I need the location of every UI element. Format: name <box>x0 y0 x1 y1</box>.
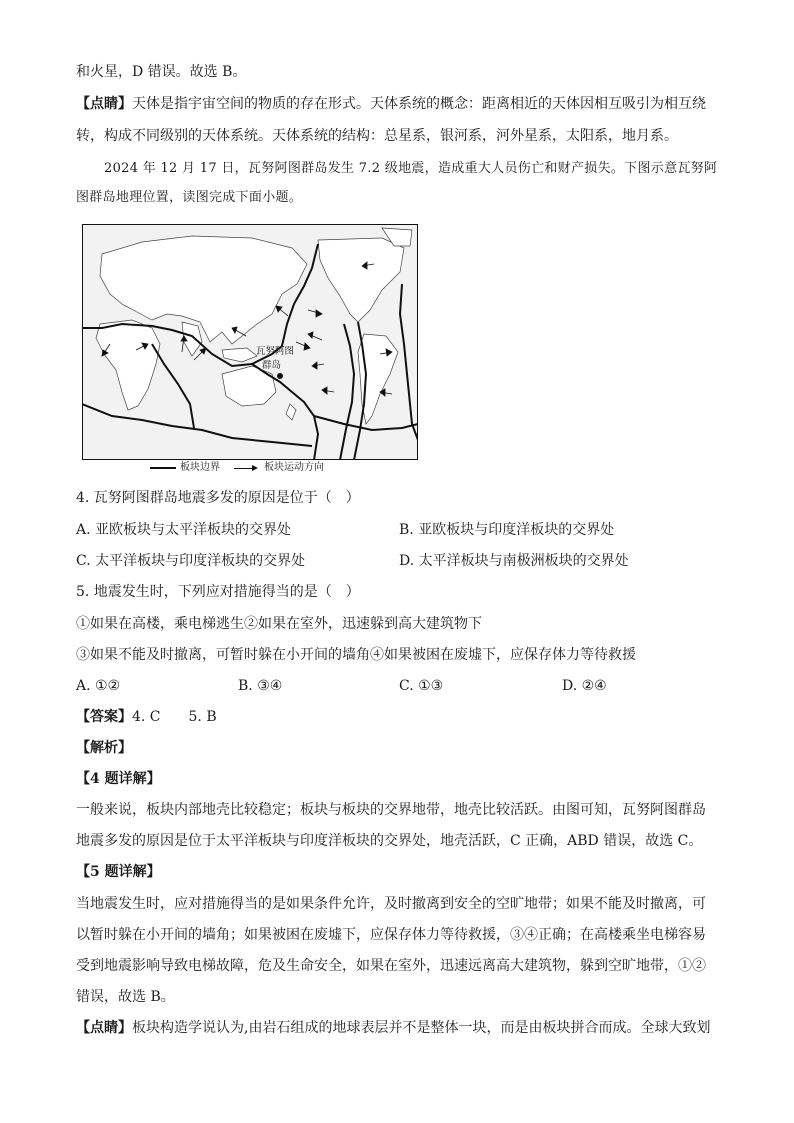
q5-detail-line-4: 错误，故选 B。 <box>76 989 175 1005</box>
q5-statements-1: ①如果在高楼，乘电梯逃生②如果在室外，迅速躲到高大建筑物下 <box>76 616 482 632</box>
vanuatu-location-dot <box>277 373 283 379</box>
q5-option-d: D. ②④ <box>562 678 607 694</box>
q4-detail-tag: 【4 题详解】 <box>76 771 161 787</box>
map-legend <box>150 461 324 475</box>
plate-map-figure <box>82 224 418 460</box>
answer-line <box>76 707 217 727</box>
legend-motion-label: 板块运动方向 <box>264 462 324 473</box>
tip2-text: 板块构造学说认为,由岩石组成的地球表层并不是整体一块，而是由板块拼合而成。全球大致划 <box>132 1020 711 1036</box>
q5-detail-line-3: 受到地震影响导致电梯故障，危及生命安全，如果在室外，迅速远离高大建筑物，躲到空旷地带，①② <box>76 958 706 974</box>
question-stem-line-1: 2024 年 12 月 17 日，瓦努阿图群岛发生 7.2 级地震，造成重大人员伤亡和财产损失。下图示意瓦努阿 <box>104 161 718 176</box>
vanuatu-label-line-2: 群岛 <box>262 360 282 371</box>
q4-detail-line-2: 地震多发的原因是位于太平洋板块与印度洋板块的交界处，地壳活跃，C 正确，ABD 错误，故选 C。 <box>76 833 703 849</box>
q4-option-d: D. 太平洋板块与南极洲板块的交界处 <box>399 553 629 569</box>
q5-detail-line-1: 当地震发生时，应对措施得当的是如果条件允许，及时撤离到安全的空旷地带；如果不能及时撤离，可 <box>76 896 706 912</box>
q5-option-a: A. ①② <box>76 678 121 694</box>
tip-text: 天体是指宇宙空间的物质的存在形式。天体系统的概念：距离相近的天体因相互吸引为相互绕 <box>132 96 706 112</box>
q4-option-b: B. 亚欧板块与印度洋板块的交界处 <box>399 522 615 538</box>
q4-detail-line-1: 一般来说，板块内部地壳比较稳定；板块与板块的交界地带，地壳比较活跃。由图可知，瓦努阿图群岛 <box>76 802 706 818</box>
plate-map <box>82 224 418 460</box>
legend-arrow-swatch <box>234 468 256 469</box>
legend-boundary-swatch <box>150 467 176 469</box>
answer-text: 4. C 5. B <box>132 709 217 725</box>
answer-tag: 【答案】 <box>76 709 132 725</box>
q4-option-a: A. 亚欧板块与太平洋板块的交界处 <box>76 522 292 538</box>
tip2-tag: 【点睛】 <box>76 1020 132 1036</box>
question-stem-line-2: 图群岛地理位置，读图完成下面小题。 <box>76 190 303 205</box>
q4-stem: 4. 瓦努阿图群岛地震多发的原因是位于（ ） <box>76 490 360 506</box>
vanuatu-label-line-1: 瓦努阿图 <box>256 346 295 357</box>
q5-stem: 5. 地震发生时，下列应对措施得当的是（ ） <box>76 584 360 600</box>
q5-option-c: C. ①③ <box>399 678 444 694</box>
q5-detail-tag: 【5 题详解】 <box>76 864 161 880</box>
q4-option-c: C. 太平洋板块与印度洋板块的交界处 <box>76 553 306 569</box>
q5-statements-2: ③如果不能及时撤离，可暂时躲在小开间的墙角④如果被困在废墟下，应保存体力等待救援 <box>76 647 636 663</box>
q5-option-b: B. ③④ <box>238 678 283 694</box>
tip-tag: 【点睛】 <box>76 96 132 112</box>
tip-paragraph-line-2: 转，构成不同级别的天体系统。天体系统的结构：总星系，银河系，河外星系，太阳系，地月系。 <box>76 128 678 144</box>
legend-boundary-label: 板块边界 <box>180 462 220 473</box>
tip-paragraph-line-1 <box>76 94 706 114</box>
text-line-continuation: 和火星，D 错误。故选 B。 <box>76 64 247 80</box>
q5-detail-line-2: 以暂时躲在小开间的墙角；如果被困在废墟下，应保存体力等待救援，③④正确；在高楼乘坐电梯容易 <box>76 927 706 943</box>
analysis-tag: 【解析】 <box>76 740 132 756</box>
tip2-line <box>76 1018 710 1038</box>
